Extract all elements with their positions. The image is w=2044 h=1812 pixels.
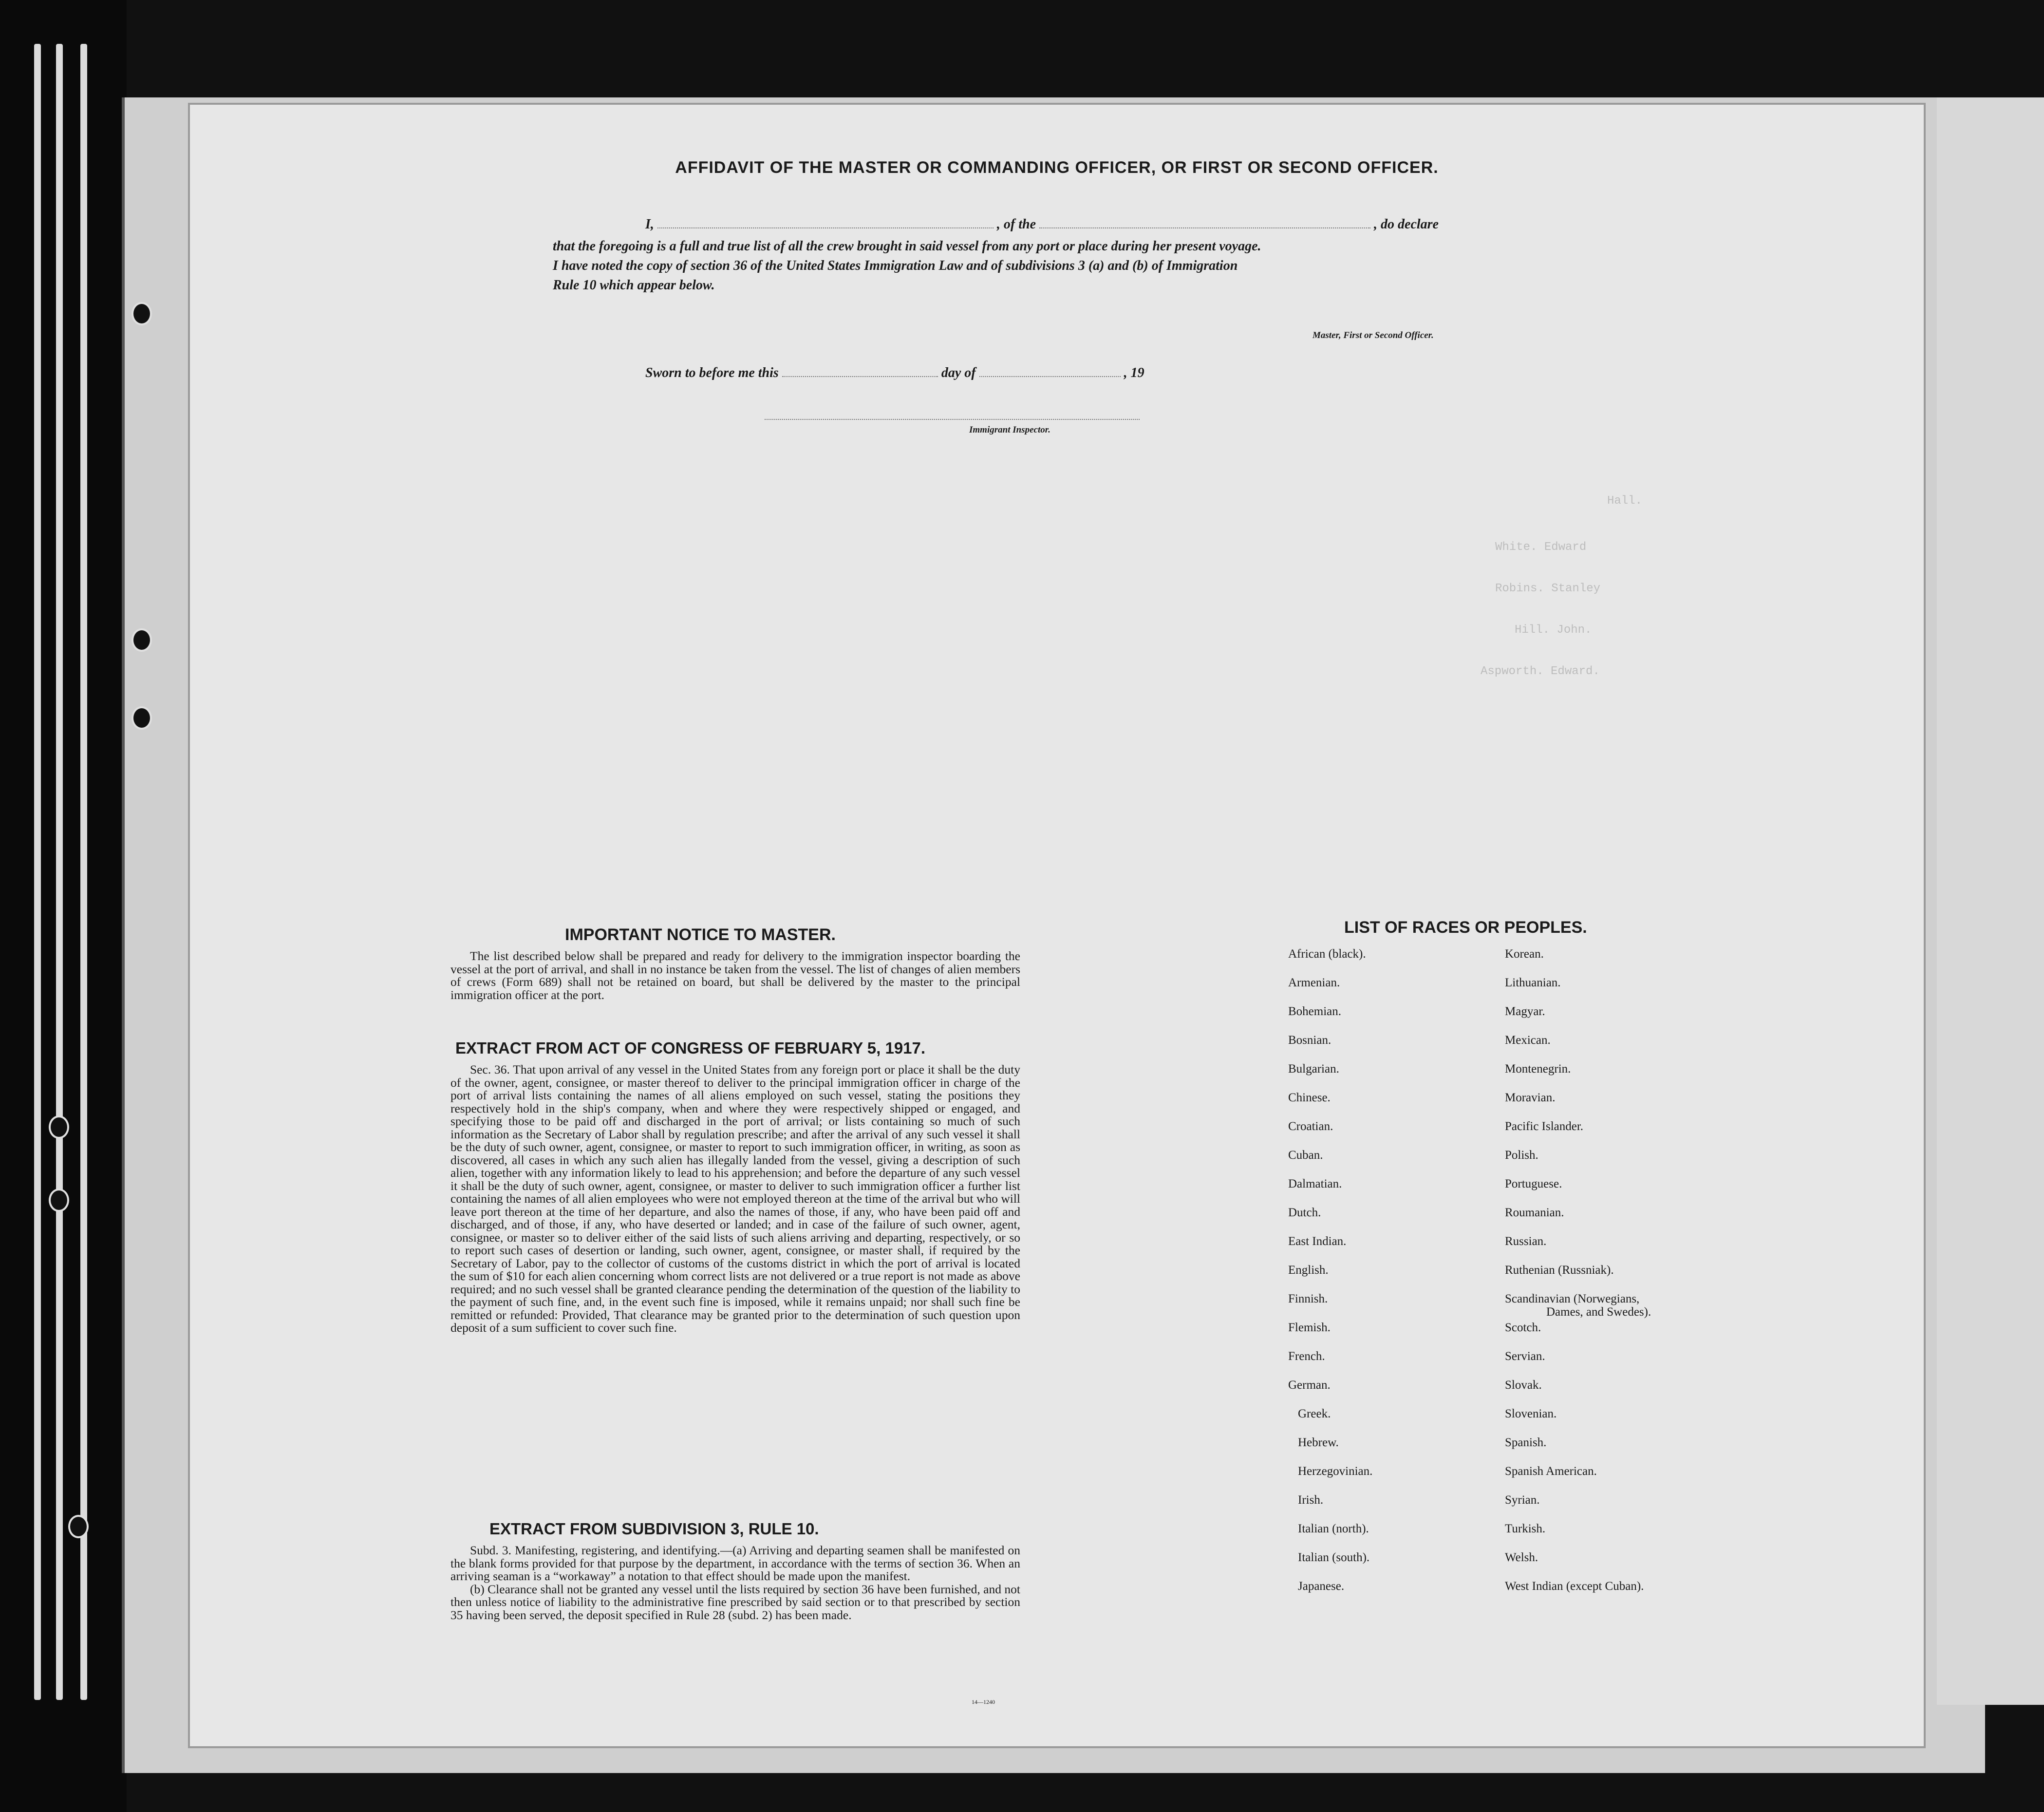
month-blank[interactable]: [979, 365, 1121, 377]
race-item: Croatian.: [1288, 1120, 1333, 1133]
form-number: 14—1240: [972, 1699, 995, 1705]
punch-hole: [131, 706, 152, 730]
notice-paragraph: The list described below shall be prepared and ready for delivery to the immigration inspector boarding the vessel at the port of arrival, and shall in no instance be taken from the vessel. The list of changes of alien members of crews (Form 689) shall not be retained on board, but shall be delivered by the master to the principal immigration officer at the port.: [450, 949, 1020, 1002]
races-list: [1288, 947, 1775, 1717]
name-blank[interactable]: [657, 217, 994, 228]
bleed-through-text: White. Edward: [1495, 541, 1587, 554]
race-item: Bosnian.: [1288, 1034, 1331, 1047]
race-item: Italian (north).: [1298, 1522, 1369, 1535]
punch-hole: [49, 1115, 69, 1139]
race-item: Flemish.: [1288, 1321, 1331, 1334]
race-item: Japanese.: [1298, 1580, 1345, 1593]
punch-hole: [49, 1189, 69, 1212]
inspector-label: Immigrant Inspector.: [969, 425, 1050, 435]
affidavit-form-page: [190, 105, 1924, 1746]
notice-title: IMPORTANT NOTICE TO MASTER.: [565, 925, 836, 944]
race-item: Russian.: [1505, 1235, 1547, 1248]
race-item: Slovak.: [1505, 1378, 1542, 1392]
race-item: Bohemian.: [1288, 1005, 1342, 1018]
sworn-prefix: Sworn to before me this: [645, 365, 779, 380]
race-item: Irish.: [1298, 1493, 1324, 1507]
race-item: African (black).: [1288, 947, 1366, 961]
extract-rule-body: [450, 1544, 1020, 1622]
affidavit-declare-label: , do declare: [1374, 217, 1439, 232]
race-item: Magyar.: [1505, 1005, 1545, 1018]
race-item: Dutch.: [1288, 1206, 1321, 1219]
sworn-line: [645, 365, 1144, 381]
race-item: Dalmatian.: [1288, 1177, 1342, 1190]
binder-page-edge: [80, 44, 87, 1700]
race-item: Polish.: [1505, 1149, 1538, 1162]
bleed-through-text: Hall.: [1607, 494, 1643, 508]
race-item: Korean.: [1505, 947, 1544, 961]
binder-page-edge: [56, 44, 63, 1700]
binder-page-edge: [34, 44, 41, 1700]
race-item: Scandinavian (Norwegians,: [1505, 1292, 1640, 1305]
extract-act-body: [450, 1063, 1020, 1335]
extract-act-title: EXTRACT FROM ACT OF CONGRESS OF FEBRUARY 5, 1917.: [455, 1039, 926, 1057]
day-blank[interactable]: [782, 365, 938, 377]
signature-label: Master, First or Second Officer.: [1313, 330, 1434, 340]
race-item: French.: [1288, 1350, 1325, 1363]
race-item: West Indian (except Cuban).: [1505, 1580, 1644, 1593]
race-item: Lithuanian.: [1505, 976, 1561, 989]
race-item: Greek.: [1298, 1407, 1331, 1420]
race-item: Scotch.: [1505, 1321, 1541, 1334]
race-item: Spanish American.: [1505, 1465, 1597, 1478]
race-item: East Indian.: [1288, 1235, 1347, 1248]
affidavit-of-the-label: , of the: [996, 217, 1036, 232]
affidavit-i-label: I,: [645, 217, 654, 232]
race-item: Italian (south).: [1298, 1551, 1370, 1564]
binder-edge: [0, 0, 127, 1812]
section-36-paragraph: Sec. 36. That upon arrival of any vessel in the United States from any foreign port or place it shall be the duty of the owner, agent, consignee, or master thereof to deliver to the principal immigration officer in charge of the port of arrival lists containing the names of all aliens employed on such vessel, stating the positions they respectively hold in the ship's company, when and where they were respectively shipped or engaged, and specifying those to be paid off and discharged in the port of arrival; or lists containing so much of such information as the Secretary of Labor shall by regulation prescribe; and after the arrival of any such vessel it shall be the duty of such owner, agent, consignee, or master to report to such immigration officer, in writing, as soon as discovered, all cases in which any such alien has illegally landed from the vessel, giving a description of such alien, together with any information likely to lead to his apprehension; and before the departure of any such vessel it shall be the duty of such owner, agent, consignee, or master to deliver to such immigration officer a further list containing the names of all alien employees who were not employed thereon at the time of the arrival but who will leave port thereon at the time of her departure, and also the names of those, if any, who have been paid off and discharged, and of those, if any, who have deserted or landed; and in case of the failure of such owner, agent, consignee, or master so to deliver either of the said lists of such aliens arriving and departing, respectively, or so to report such cases of desertion or landing, such owner, agent, consignee, or master shall, if required by the Secretary of Labor, pay to the collector of customs of the customs district in which the port of arrival is located the sum of $10 for each alien concerning whom correct lists are not delivered or a true report is not made as above required; and no such vessel shall be granted clearance pending the determination of the question of the liability to the payment of such fine, and, in the event such fine is imposed, while it remains unpaid; nor shall such fine be remitted or refunded: Provided, That clearance may be granted prior to the determination of such question upon deposit of a sum sufficient to cover such fine.: [450, 1062, 1020, 1335]
bleed-through-text: Aspworth. Edward.: [1481, 665, 1600, 678]
race-item: Armenian.: [1288, 976, 1340, 989]
race-item: Pacific Islander.: [1505, 1120, 1584, 1133]
affidavit-declaration-line: [645, 217, 1439, 232]
affidavit-line-4: Rule 10 which appear below.: [553, 278, 715, 293]
race-item: Syrian.: [1505, 1493, 1540, 1507]
races-title: LIST OF RACES OR PEOPLES.: [1344, 918, 1587, 937]
inspector-signature-line[interactable]: [765, 419, 1140, 420]
race-item: Herzegovinian.: [1298, 1465, 1373, 1478]
race-item: Mexican.: [1505, 1034, 1551, 1047]
affidavit-line-3: I have noted the copy of section 36 of the United States Immigration Law and of subdivisions 3 (a) and (b) of Immigration: [553, 258, 1238, 273]
race-item: Montenegrin.: [1505, 1062, 1571, 1076]
race-item: English.: [1288, 1264, 1329, 1277]
extract-rule-title: EXTRACT FROM SUBDIVISION 3, RULE 10.: [489, 1520, 819, 1538]
race-item: Moravian.: [1505, 1091, 1556, 1104]
punch-hole: [68, 1515, 89, 1538]
affidavit-line-2: that the foregoing is a full and true list of all the crew brought in said vessel from any port or place during her present voyage.: [553, 239, 1261, 254]
race-item: Hebrew.: [1298, 1436, 1339, 1449]
sworn-day-of: day of: [941, 365, 976, 380]
race-item: Dames, and Swedes).: [1546, 1305, 1651, 1319]
vessel-blank[interactable]: [1039, 217, 1370, 228]
subdivision-a-paragraph: Subd. 3. Manifesting, registering, and identifying.—(a) Arriving and departing seamen shall be manifested on the blank forms provided for that purpose by the department, in accordance with the terms of section 36. When an arriving seaman is a “workaway” a notation to that effect should be made upon the manifest.: [450, 1543, 1020, 1583]
race-item: Chinese.: [1288, 1091, 1331, 1104]
race-item: Bulgarian.: [1288, 1062, 1339, 1076]
race-item: Spanish.: [1505, 1436, 1547, 1449]
race-item: Slovenian.: [1505, 1407, 1557, 1420]
race-item: Turkish.: [1505, 1522, 1546, 1535]
underlying-ruled-edge: [1937, 97, 2044, 1705]
race-item: Portuguese.: [1505, 1177, 1562, 1190]
bleed-through-text: Robins. Stanley: [1495, 582, 1601, 595]
punch-hole: [131, 628, 152, 652]
race-item: Roumanian.: [1505, 1206, 1564, 1219]
race-item: Finnish.: [1288, 1292, 1328, 1305]
race-item: German.: [1288, 1378, 1331, 1392]
punch-hole: [131, 302, 152, 325]
race-item: Welsh.: [1505, 1551, 1538, 1564]
subdivision-b-paragraph: (b) Clearance shall not be granted any vessel until the lists required by section 36 have been furnished, and not then unless notice of liability to the administrative fine prescribed by said section or to that prescribed by section 35 having been served, the deposit specified in Rule 28 (subd. 2) has been made.: [450, 1582, 1020, 1622]
sworn-year: , 19: [1124, 365, 1144, 380]
notice-body: [450, 950, 1020, 1001]
race-item: Servian.: [1505, 1350, 1545, 1363]
affidavit-title: AFFIDAVIT OF THE MASTER OR COMMANDING OFFICER, OR FIRST OR SECOND OFFICER.: [675, 158, 1439, 177]
race-item: Ruthenian (Russniak).: [1505, 1264, 1614, 1277]
race-item: Cuban.: [1288, 1149, 1323, 1162]
bleed-through-text: Hill. John.: [1515, 623, 1592, 637]
